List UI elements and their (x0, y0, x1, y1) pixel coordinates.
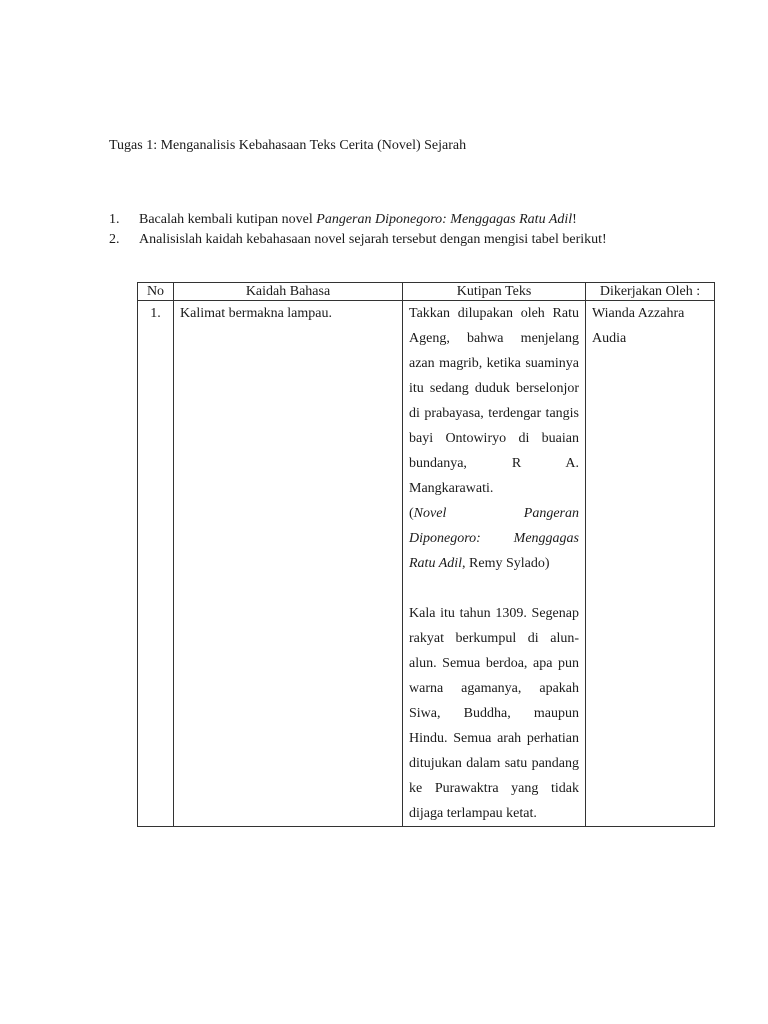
quote-source-title: Novel Pangeran Diponegoro: Menggagas Ratu Adil (409, 506, 579, 571)
quote-source (409, 501, 579, 576)
row-dikerjakan-oleh (586, 301, 715, 827)
header-kaidah-bahasa: Kaidah Bahasa (174, 283, 403, 301)
row-kutipan-teks (403, 301, 586, 827)
instruction-emphasis: Pangeran Diponegoro: Menggagas Ratu Adil (316, 212, 573, 227)
header-dikerjakan-oleh: Dikerjakan Oleh : (586, 283, 715, 301)
quote-source-author: , Remy Sylado) (462, 556, 550, 571)
table-header-row (138, 283, 715, 301)
row-kaidah-bahasa: Kalimat bermakna lampau. (174, 301, 403, 827)
header-kutipan-teks: Kutipan Teks (403, 283, 586, 301)
instruction-text-end: ! (572, 212, 577, 227)
quote-paragraph-2: Kala itu tahun 1309. Segenap rakyat berkumpul di alun-alun. Semua berdoa, apa pun warna agamanya, apakah Siwa, Buddha, maupun Hindu. Semua arah perhatian ditujukan dalam satu pandang ke Purawaktra yang tidak dijaga terlampau ketat. (409, 606, 579, 821)
quote-source-open: ( (409, 506, 414, 521)
author-name-line-1: Wianda Azzahra (592, 306, 685, 321)
author-name-line-2: Audia (592, 331, 627, 346)
header-no: No (138, 283, 174, 301)
analysis-table (137, 282, 715, 827)
quote-paragraph-1: Takkan dilupakan oleh Ratu Ageng, bahwa menjelang azan magrib, ketika suaminya itu sedang duduk berselonjor di prabayasa, terdengar tangis bayi Ontowiryo di buaian bundanya, R A. Mangkarawati. (409, 306, 579, 496)
instruction-item (109, 230, 709, 250)
row-number: 1. (138, 301, 174, 827)
instruction-number: 2. (109, 232, 120, 247)
instruction-list (109, 210, 709, 250)
table-row (138, 301, 715, 827)
document-title: Tugas 1: Menganalisis Kebahasaan Teks Cerita (Novel) Sejarah (109, 138, 467, 153)
instruction-item (109, 210, 709, 230)
instruction-text: Bacalah kembali kutipan novel (139, 212, 317, 227)
instruction-text: Analisislah kaidah kebahasaan novel sejarah tersebut dengan mengisi tabel berikut! (139, 232, 607, 247)
instruction-number: 1. (109, 212, 120, 227)
